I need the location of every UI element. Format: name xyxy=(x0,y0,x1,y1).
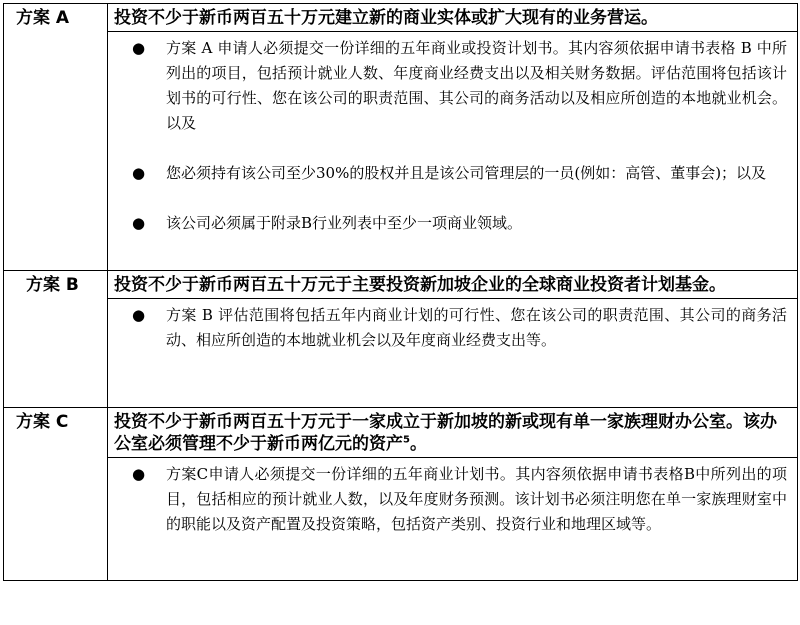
option-c-body-row xyxy=(4,458,798,581)
option-c-label-cell xyxy=(4,408,108,581)
option-c-heading-cell xyxy=(108,408,798,458)
option-b-body-cell xyxy=(108,299,798,408)
bullet-icon: ● xyxy=(132,465,146,483)
option-b-body-row xyxy=(4,299,798,408)
list-spacer xyxy=(166,186,787,211)
option-b-bullet-list xyxy=(108,299,797,357)
option-b-heading-row xyxy=(4,271,798,299)
bullet-icon: ● xyxy=(132,214,146,232)
list-item: ● 该公司必须属于附录B行业列表中至少一项商业领域。 xyxy=(166,211,787,236)
list-item: ● 方案C申请人必须提交一份详细的五年商业计划书。其内容须依据申请书表格B中所列出的项目，包括相应的预计就业人数，以及年度财务预测。该计划书必须注明您在单一家族理财室中的职能以及资产配置及投资策略，包括资产类别、投资行业和地理区域等。 xyxy=(166,462,787,537)
option-c-heading-text: 投资不少于新币两百五十万元于一家成立于新加坡的新或现有单一家族理财办公室。该办公室必须管理不少于新币两亿元的资产 xyxy=(114,412,777,454)
list-spacer xyxy=(166,136,787,161)
option-c-label: 方案 C xyxy=(16,412,69,432)
option-c-bullet-list xyxy=(108,458,797,541)
option-a-body-cell xyxy=(108,32,798,271)
option-a-heading: 投资不少于新币两百五十万元建立新的商业实体或扩大现有的业务营运。 xyxy=(114,8,658,28)
bullet-icon: ● xyxy=(132,306,146,324)
option-b-label-cell xyxy=(4,271,108,408)
list-item: ● 您必须持有该公司至少30%的股权并且是该公司管理层的一员(例如：高管、董事会)；以及 xyxy=(166,161,787,186)
option-c-heading-end: 。 xyxy=(409,434,427,454)
option-b-heading: 投资不少于新币两百五十万元于主要投资新加坡企业的全球商业投资者计划基金。 xyxy=(114,275,726,295)
list-item: ● 方案 B 评估范围将包括五年内商业计划的可行性、您在该公司的职责范围、其公司的商务活动、相应所创造的本地就业机会以及年度商业经费支出等。 xyxy=(166,303,787,353)
option-b-label: 方案 B xyxy=(26,275,79,295)
option-c-body-cell xyxy=(108,458,798,581)
option-a-heading-cell xyxy=(108,4,798,32)
option-c-heading xyxy=(108,408,797,457)
option-a-body-row xyxy=(4,32,798,271)
option-a-label-cell xyxy=(4,4,108,271)
option-a-label: 方案 A xyxy=(16,8,70,28)
list-item: ● 方案 A 申请人必须提交一份详细的五年商业或投资计划书。其内容须依据申请书表格 B 中所列出的项目，包括预计就业人数、年度商业经费支出以及相关财务数据。评估范围将包括该计划书的可行性、您在该公司的职责范围、其公司的商务活动以及相应所创造的本地就业机会。以及 xyxy=(166,36,787,136)
option-b-heading-cell xyxy=(108,271,798,299)
option-a-heading-row xyxy=(4,4,798,32)
option-c-heading-row xyxy=(4,408,798,458)
bullet-icon: ● xyxy=(132,39,146,57)
footnote-marker: 5 xyxy=(403,434,410,446)
bullet-icon: ● xyxy=(132,164,146,182)
investment-options-table xyxy=(3,3,798,581)
option-a-bullet-list xyxy=(108,32,797,240)
